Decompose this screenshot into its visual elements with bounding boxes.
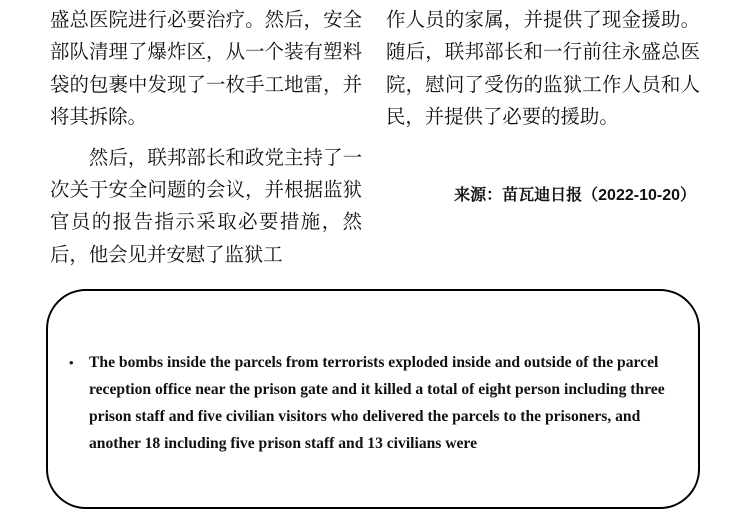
- summary-list-item: [69, 349, 689, 457]
- left-paragraph-2: 然后，联邦部长和政党主持了一次关于安全问题的会议，并根据监狱官员的报告指示采取必要措施，然后，他会见并安慰了监狱工: [50, 145, 362, 266]
- right-paragraph-1: 作人员的家属，并提供了现金援助。随后，联邦部长和一行前往永盛总医院，慰问了受伤的监狱工作人员和人民，并提供了必要的援助。: [386, 8, 700, 129]
- bullet-icon: •: [69, 355, 74, 370]
- article-left-column: [50, 4, 362, 271]
- source-citation: 来源：苗瓦迪日报（2022-10-20）: [454, 187, 696, 204]
- left-paragraph-1: 盛总医院进行必要治疗。然后，安全部队清理了爆炸区，从一个装有塑料袋的包裹中发现了一枚手工地雷，并将其拆除。: [50, 8, 362, 129]
- summary-text: The bombs inside the parcels from terrorists exploded inside and outside of the parcel reception office near the prison gate and it killed a total of eight person including three prison staff and five civilian visitors who delivered the parcels to the prisoners, and another 18 including five prison staff and 13 civilians were: [89, 354, 665, 452]
- summary-box: [46, 289, 700, 509]
- article-right-column: [386, 4, 700, 134]
